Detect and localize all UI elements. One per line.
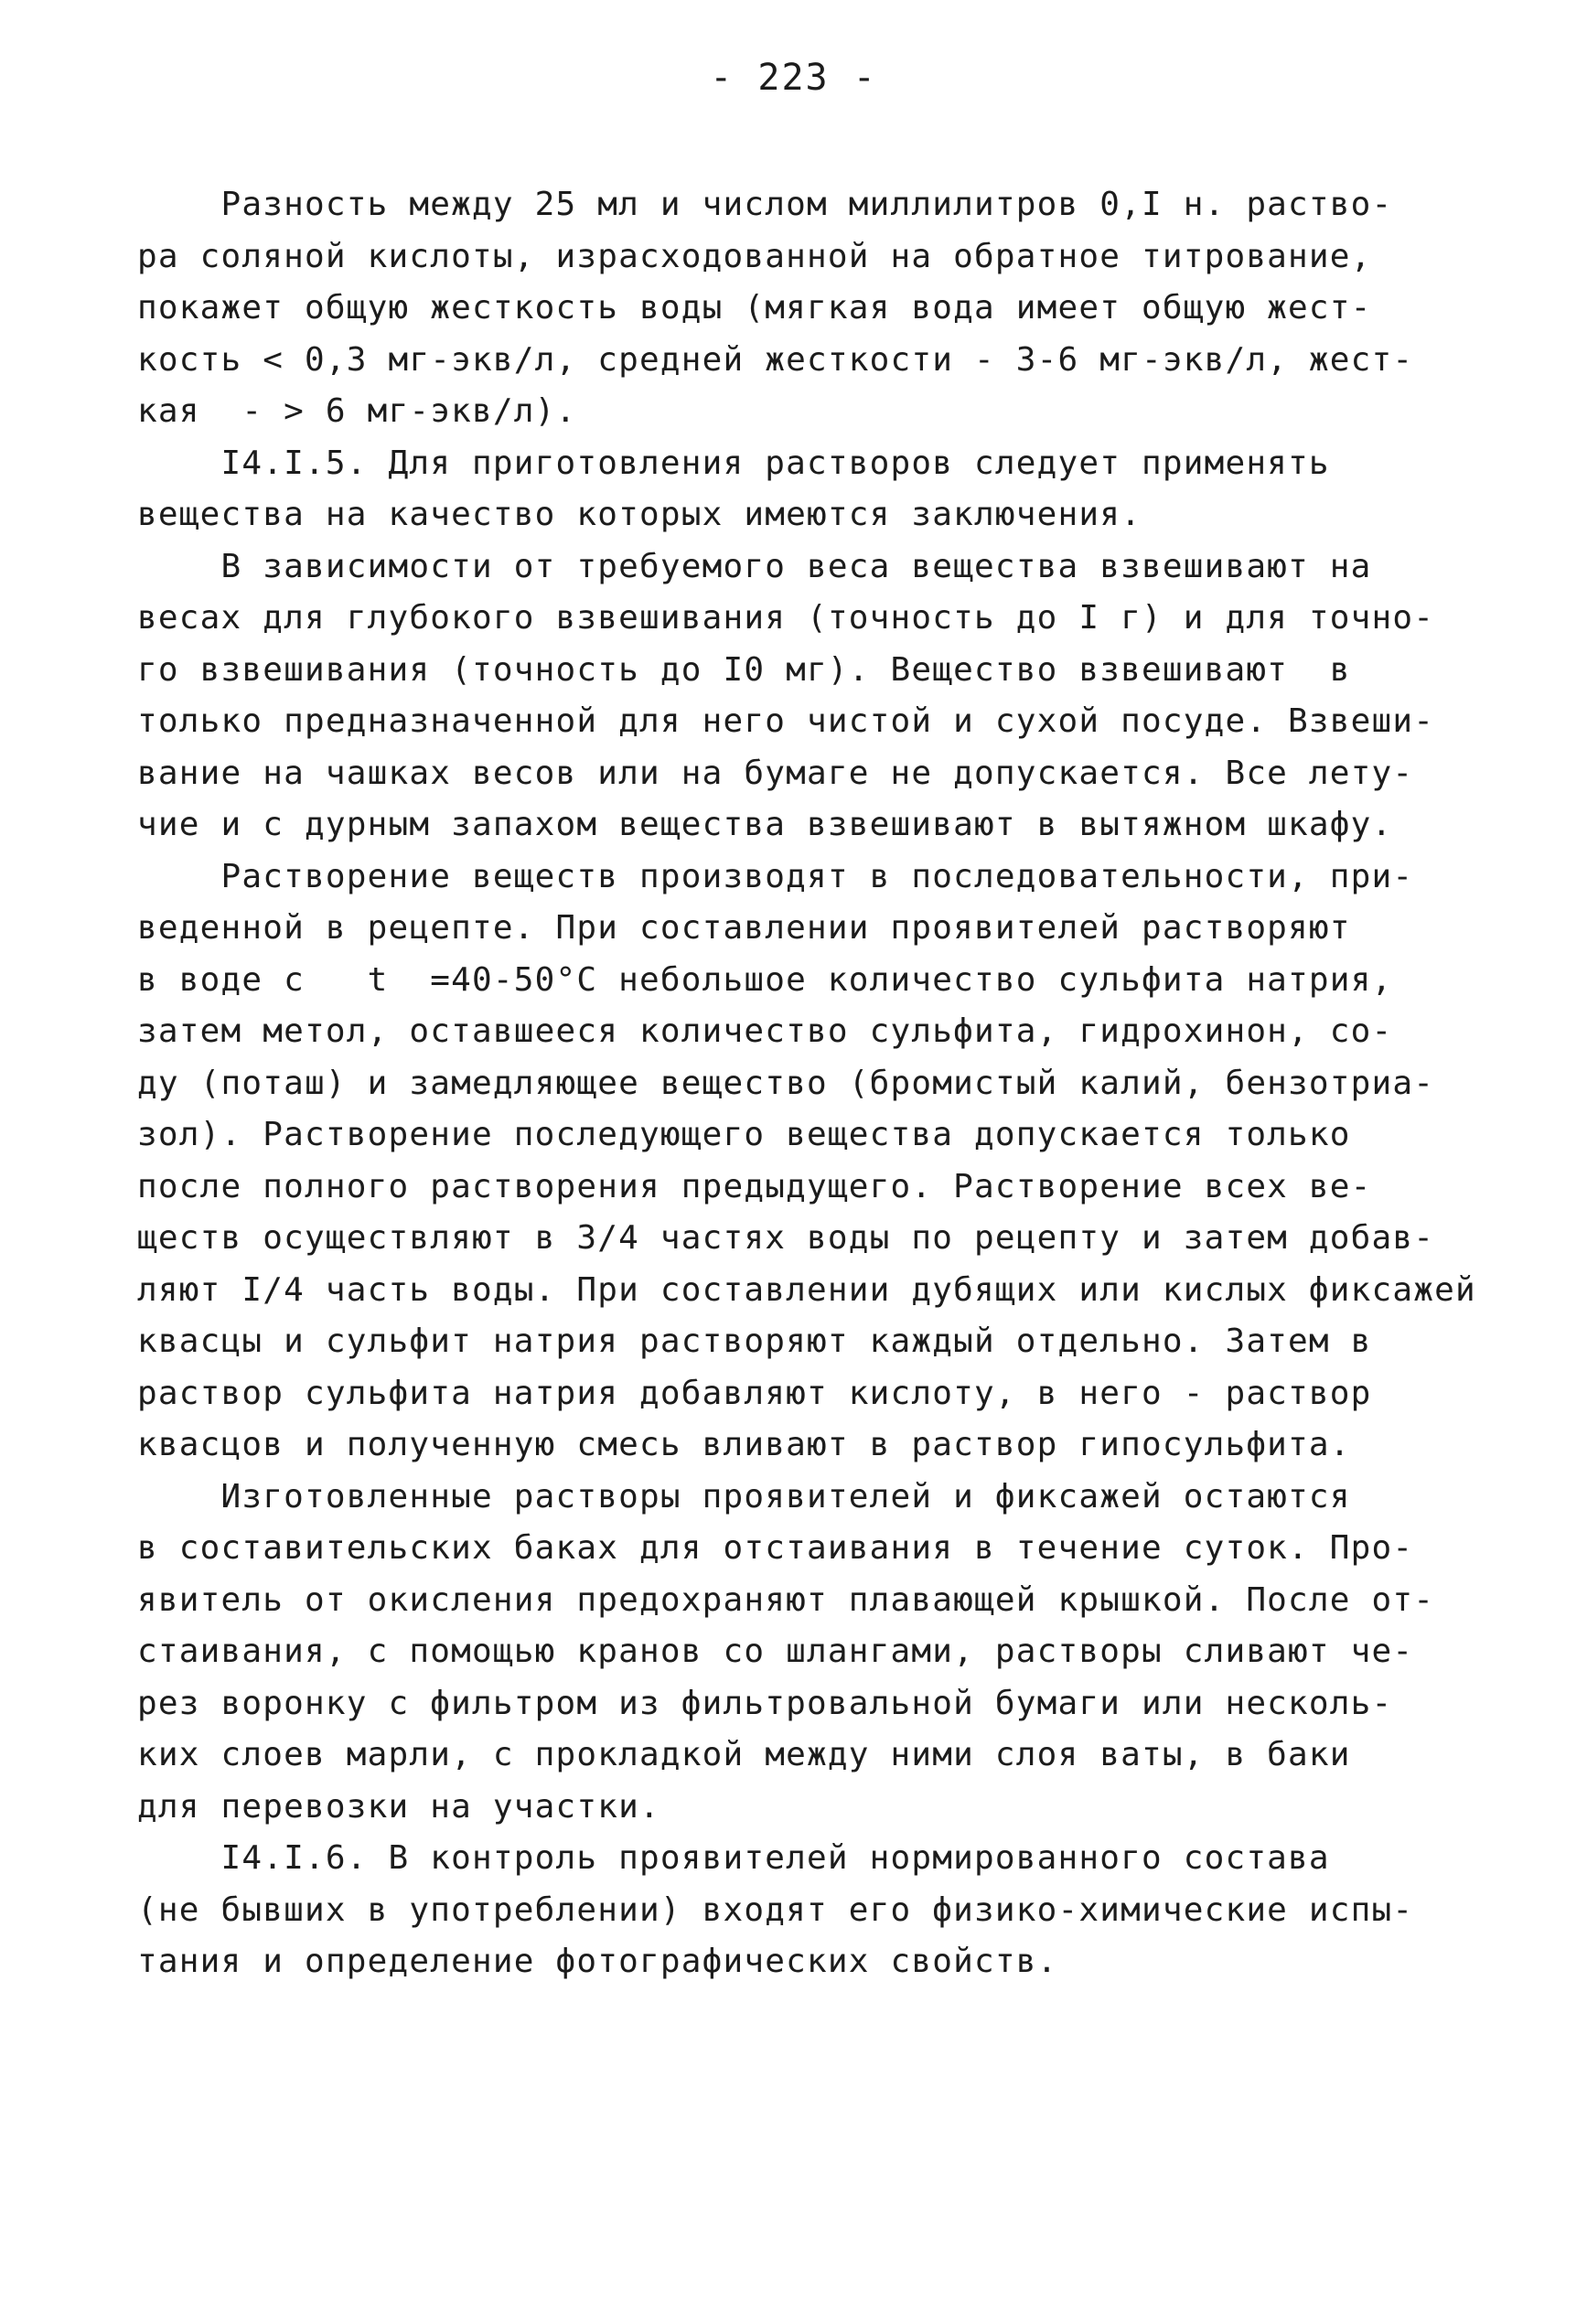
text-line: чие и с дурным запахом вещества взвешивают в вытяжном шкафу. (137, 806, 1393, 843)
text-line: вание на чашках весов или на бумаге не допускается. Все лету- (137, 754, 1414, 792)
text-line: зол). Растворение последующего вещества допускается только (137, 1116, 1351, 1153)
text-line: раствор сульфита натрия добавляют кислоту, в него - раствор (137, 1374, 1372, 1412)
text-line: ляют I/4 часть воды. При составлении дубящих или кислых фиксажей (137, 1270, 1476, 1309)
text-line: го взвешивания (точность до I0 мг). Вещество взвешивают в (137, 650, 1351, 689)
text-line: покажет общую жесткость воды (мягкая вода имеет общую жест- (137, 289, 1372, 327)
text-line: явитель от окисления предохраняют плавающей крышкой. После от- (137, 1580, 1435, 1619)
text-line: В зависимости от требуемого веса вещества взвешивают на (137, 547, 1372, 585)
text-line: квасцов и полученную смесь вливают в раствор гипосульфита. (137, 1426, 1351, 1463)
text-line: ществ осуществляют в 3/4 частях воды по рецепту и затем добав- (137, 1219, 1435, 1257)
text-line: кость < 0,3 мг-экв/л, средней жесткости - 3-6 мг-экв/л, жест- (137, 340, 1414, 379)
body-text (137, 179, 1509, 1988)
text-line: в воде с t =40-50°С небольшое количество сульфита натрия, (137, 960, 1393, 999)
text-line: веденной в рецепте. При составлении проявителей растворяют (137, 909, 1351, 947)
text-line: ра соляной кислоты, израсходованной на обратное титрование, (137, 237, 1372, 275)
text-line: весах для глубокого взвешивания (точность до I г) и для точно- (137, 599, 1435, 637)
text-line: только предназначенной для него чистой и сухой посуде. Взвеши- (137, 702, 1435, 740)
text-line: тания и определение фотографических свойств. (137, 1943, 1058, 1980)
text-line: в составительских баках для отстаивания в течение суток. Про- (137, 1529, 1414, 1567)
text-line: после полного растворения предыдущего. Растворение всех ве- (137, 1167, 1372, 1205)
text-line: I4.I.6. В контроль проявителей нормированного состава (137, 1839, 1330, 1877)
text-line: кая - > 6 мг-экв/л). (137, 392, 577, 430)
text-line: для перевозки на участки. (137, 1787, 660, 1826)
page-number: - 223 - (710, 57, 877, 99)
text-line: стаивания, с помощью кранов со шлангами, растворы сливают че- (137, 1633, 1414, 1670)
text-line: ких слоев марли, с прокладкой между ними слоя ваты, в баки (137, 1736, 1351, 1773)
text-line: рез воронку с фильтром из фильтровальной бумаги или несколь- (137, 1684, 1393, 1722)
text-line: квасцы и сульфит натрия растворяют каждый отдельно. Затем в (137, 1323, 1372, 1360)
text-line: Изготовленные растворы проявителей и фиксажей остаются (137, 1477, 1351, 1515)
text-line: (не бывших в употреблении) входят его физико-химические испы- (137, 1890, 1414, 1929)
text-line: ду (поташ) и замедляющее вещество (бромистый калий, бензотриа- (137, 1064, 1435, 1102)
text-line: I4.I.5. Для приготовления растворов следует применять (137, 444, 1330, 482)
text-line: Растворение веществ производят в последовательности, при- (137, 857, 1414, 895)
text-line: вещества на качество которых имеются заключения. (137, 496, 1142, 533)
text-line: затем метол, оставшееся количество сульфита, гидрохинон, со- (137, 1012, 1393, 1050)
text-line: Разность между 25 мл и числом миллилитров 0,I н. раство- (137, 186, 1393, 223)
